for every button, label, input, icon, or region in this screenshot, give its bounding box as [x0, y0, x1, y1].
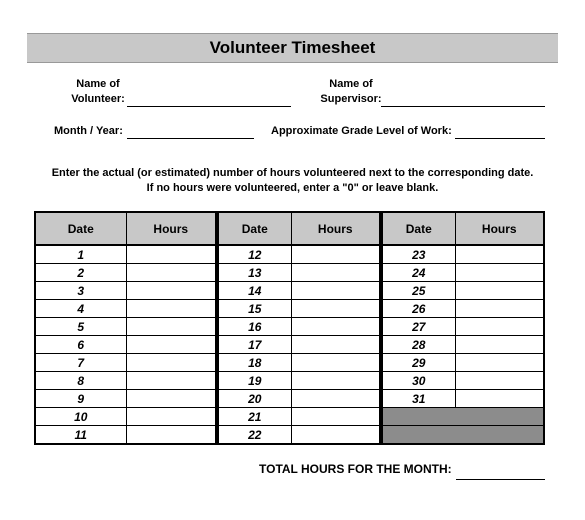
table-row: [36, 354, 215, 372]
table-row: [219, 390, 379, 408]
table-row: [36, 390, 215, 408]
hours-cell[interactable]: [126, 282, 215, 300]
hours-cell[interactable]: [291, 354, 379, 372]
month-year-field[interactable]: [127, 138, 254, 139]
table-row: [36, 245, 215, 264]
title-bar: [27, 33, 558, 63]
hours-cell[interactable]: [126, 426, 215, 444]
date-header: Date: [36, 213, 126, 245]
hours-cell[interactable]: [126, 264, 215, 282]
date-cell: 6: [36, 336, 126, 354]
date-cell: 26: [383, 300, 455, 318]
date-cell: 7: [36, 354, 126, 372]
date-header: Date: [383, 213, 455, 245]
hours-cell[interactable]: [126, 390, 215, 408]
date-cell: 9: [36, 390, 126, 408]
table-row: [383, 426, 543, 444]
date-cell: 13: [219, 264, 291, 282]
table-row: [219, 282, 379, 300]
date-cell: 8: [36, 372, 126, 390]
table-row: [36, 318, 215, 336]
date-cell: 3: [36, 282, 126, 300]
timesheet-table-3: [381, 211, 545, 445]
hours-cell[interactable]: [291, 318, 379, 336]
grade-level-field[interactable]: [455, 138, 545, 139]
hours-cell[interactable]: [455, 300, 543, 318]
hours-cell[interactable]: [126, 408, 215, 426]
hours-header: Hours: [126, 213, 215, 245]
date-cell: 19: [219, 372, 291, 390]
table-row: [383, 245, 543, 264]
table-row: [36, 300, 215, 318]
hours-cell[interactable]: [455, 354, 543, 372]
table-row: [219, 426, 379, 444]
table-row: [383, 264, 543, 282]
date-cell: 22: [219, 426, 291, 444]
date-header: Date: [219, 213, 291, 245]
date-cell: 20: [219, 390, 291, 408]
table-row: [36, 264, 215, 282]
table-row: [36, 372, 215, 390]
date-cell: 31: [383, 390, 455, 408]
date-cell: 12: [219, 245, 291, 264]
hours-cell[interactable]: [455, 264, 543, 282]
table-row: [36, 408, 215, 426]
table-row: [219, 408, 379, 426]
date-cell: 21: [219, 408, 291, 426]
date-cell: 25: [383, 282, 455, 300]
table-row: [36, 426, 215, 444]
hours-cell[interactable]: [126, 300, 215, 318]
month-year-label: Month / Year:: [54, 125, 123, 137]
hours-cell[interactable]: [291, 408, 379, 426]
unused-cell: [383, 408, 543, 426]
hours-cell[interactable]: [455, 336, 543, 354]
page-title: Volunteer Timesheet: [209, 38, 376, 57]
hours-cell[interactable]: [126, 336, 215, 354]
hours-cell[interactable]: [291, 264, 379, 282]
instruction-line-2: If no hours were volunteered, enter a "0" or leave blank.: [146, 182, 439, 194]
hours-cell[interactable]: [291, 282, 379, 300]
table-row: [383, 300, 543, 318]
hours-cell[interactable]: [291, 300, 379, 318]
hours-cell[interactable]: [455, 390, 543, 408]
date-cell: 2: [36, 264, 126, 282]
instruction-line-1: Enter the actual (or estimated) number of hours volunteered next to the corresponding date.: [51, 167, 534, 179]
table-row: [383, 354, 543, 372]
hours-cell[interactable]: [455, 282, 543, 300]
supervisor-name-field[interactable]: [381, 106, 545, 107]
table-row: [383, 372, 543, 390]
volunteer-label: [62, 77, 134, 107]
table-row: [219, 318, 379, 336]
hours-cell[interactable]: [455, 372, 543, 390]
timesheet-table-1: [34, 211, 217, 445]
table-row: [383, 408, 543, 426]
table-row: [219, 264, 379, 282]
hours-cell[interactable]: [126, 372, 215, 390]
date-cell: 23: [383, 245, 455, 264]
hours-cell[interactable]: [291, 372, 379, 390]
table-row: [219, 300, 379, 318]
volunteer-label-line-2: Volunteer:: [71, 93, 125, 105]
hours-cell[interactable]: [291, 390, 379, 408]
date-cell: 4: [36, 300, 126, 318]
table-row: [383, 390, 543, 408]
date-cell: 16: [219, 318, 291, 336]
hours-header: Hours: [291, 213, 379, 245]
date-cell: 10: [36, 408, 126, 426]
table-row: [219, 336, 379, 354]
date-cell: 5: [36, 318, 126, 336]
date-cell: 1: [36, 245, 126, 264]
volunteer-label-line-1: Name of: [76, 78, 120, 90]
volunteer-name-field[interactable]: [127, 106, 291, 107]
supervisor-label-line-2: Supervisor:: [320, 93, 382, 105]
hours-cell[interactable]: [126, 245, 215, 264]
date-cell: 18: [219, 354, 291, 372]
supervisor-label: [314, 77, 388, 107]
hours-cell[interactable]: [455, 318, 543, 336]
table-row: [219, 354, 379, 372]
date-cell: 29: [383, 354, 455, 372]
hours-cell[interactable]: [291, 336, 379, 354]
hours-cell[interactable]: [455, 245, 543, 264]
timesheet-table-2: [217, 211, 381, 445]
date-cell: 15: [219, 300, 291, 318]
date-cell: 14: [219, 282, 291, 300]
date-cell: 24: [383, 264, 455, 282]
date-cell: 17: [219, 336, 291, 354]
total-hours-field[interactable]: [456, 479, 545, 480]
table-row: [383, 282, 543, 300]
date-cell: 30: [383, 372, 455, 390]
hours-header: Hours: [455, 213, 543, 245]
table-row: [36, 282, 215, 300]
total-hours-label: TOTAL HOURS FOR THE MONTH:: [259, 462, 452, 476]
table-row: [219, 372, 379, 390]
date-cell: 27: [383, 318, 455, 336]
table-row: [36, 336, 215, 354]
table-row: [383, 318, 543, 336]
grade-level-label: Approximate Grade Level of Work:: [271, 125, 452, 137]
table-row: [383, 336, 543, 354]
hours-cell[interactable]: [291, 426, 379, 444]
unused-cell: [383, 426, 543, 444]
date-cell: 11: [36, 426, 126, 444]
table-row: [219, 245, 379, 264]
date-cell: 28: [383, 336, 455, 354]
hours-cell[interactable]: [126, 354, 215, 372]
hours-cell[interactable]: [126, 318, 215, 336]
supervisor-label-line-1: Name of: [329, 78, 373, 90]
hours-cell[interactable]: [291, 245, 379, 264]
